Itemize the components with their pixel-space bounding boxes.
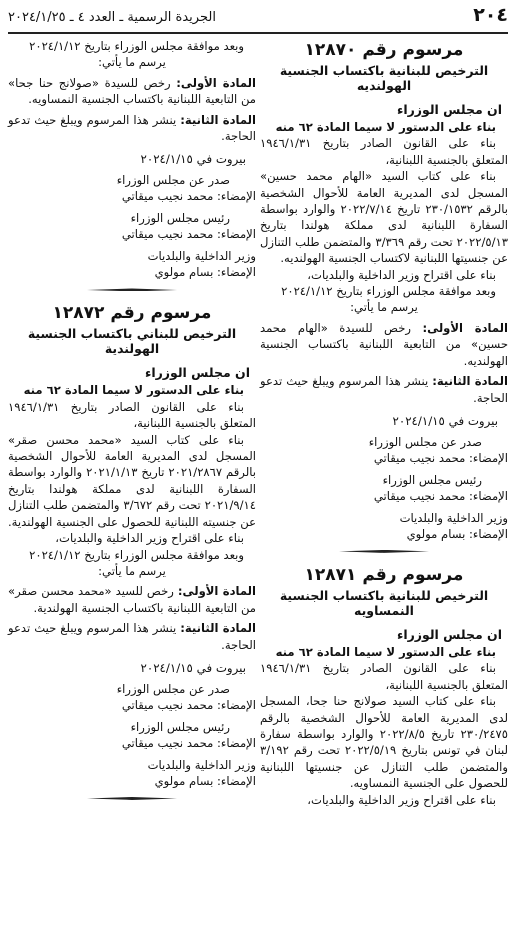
- article-2: [8, 112, 256, 145]
- paragraph: وبعد موافقة مجلس الوزراء بتاريخ ٢٠٢٤/١/١٢: [281, 284, 496, 299]
- decree-number: مرسوم رقم ١٢٨٧٠: [304, 40, 464, 60]
- constitution-basis: بناء على الدستور لا سيما المادة ٦٢ منه: [275, 644, 496, 659]
- article-1: [8, 583, 256, 616]
- signature: الإمضاء: محمد نجيب ميقاتي: [121, 189, 256, 204]
- constitution-basis: بناء على الدستور لا سيما المادة ٦٢ منه: [23, 383, 244, 398]
- article-label: المادة الثانية:: [432, 374, 509, 389]
- page-body: [6, 38, 510, 945]
- date-line: بيروت في ٢٠٢٤/١/١٥: [140, 152, 246, 167]
- article-text: رخص للسيدة «الهام محمد حسين» من التابعية اللبنانية باكتساب الجنسية الهولنديه.: [260, 320, 508, 368]
- minister-title: وزير الداخلية والبلديات: [147, 249, 256, 264]
- article-text: رخص للسيدة «صولانج حنا جحا» من التابعية اللبنانية باكتساب الجنسية النمساويه.: [8, 75, 256, 107]
- decree-subject: الترخيص للبنانية باكتساب الجنسية النمساويه: [279, 587, 489, 618]
- article-text: رخص للسيد «محمد محسن صقر» من التابعية اللبنانية باكتساب الجنسية الهولندية.: [8, 584, 256, 615]
- issued-by: صدر عن مجلس الوزراء: [116, 681, 230, 696]
- decree-subject: الترخيص للبناني باكتساب الجنسية الهولندية: [27, 326, 237, 357]
- decree-number: مرسوم رقم ١٢٨٧١: [304, 564, 464, 585]
- signature: الإمضاء: بسام مولوي: [406, 526, 508, 541]
- signature: الإمضاء: محمد نجيب ميقاتي: [373, 488, 508, 503]
- article-1: [8, 75, 256, 108]
- decree-12872: [8, 303, 256, 802]
- right-column: [260, 38, 508, 812]
- pm-title: رئيس مجلس الوزراء: [130, 719, 230, 734]
- paragraph: وبعد موافقة مجلس الوزراء بتاريخ ٢٠٢٤/١/١٢: [29, 39, 244, 53]
- decree-12871: [260, 565, 508, 808]
- article-text: ينشر هذا المرسوم ويبلغ حيث تدعو الحاجة.: [260, 374, 508, 405]
- signature: الإمضاء: محمد نجيب ميقاتي: [121, 735, 256, 750]
- signature: الإمضاء: بسام مولوي: [154, 265, 256, 280]
- signature: الإمضاء: محمد نجيب ميقاتي: [121, 697, 256, 712]
- paragraph: بناء على كتاب السيد «الهام محمد حسين» المسجل لدى المديرية العامة للأحوال الشخصية بالرقم ٢٣٠/١٥٣٢ تاريخ ٢٠٢٢/٧/١٤ والوارد بواسطة السفارة اللبنانية لدى مملكة هولندا بتاريخ ٢٠٢٢/٥/١٣ تحت رقم ٣/٣٦٩ والمتضمن طلب التنازل عن جنسيتها اللبنانية لاكتساب الجنسية الهولنديه.: [260, 169, 508, 266]
- article-text: ينشر هذا المرسوم ويبلغ حيث تدعو الحاجة.: [8, 112, 256, 144]
- authority: ان مجلس الوزراء: [396, 102, 502, 117]
- section-divider: [87, 286, 177, 293]
- decree-12870: [260, 40, 508, 555]
- article-label: المادة الأولى:: [177, 584, 256, 599]
- date-line: بيروت في ٢٠٢٤/١/١٥: [140, 660, 246, 675]
- date-line: بيروت في ٢٠٢٤/١/١٥: [392, 413, 498, 428]
- signature: الإمضاء: بسام مولوي: [154, 773, 256, 788]
- signature: الإمضاء: محمد نجيب ميقاتي: [121, 227, 256, 242]
- pm-title: رئيس مجلس الوزراء: [382, 472, 482, 487]
- page-header: [8, 6, 508, 34]
- article-1: [260, 320, 508, 369]
- decrees-line: يرسم ما يأتي:: [98, 55, 166, 70]
- decree-12871-continued: [8, 38, 256, 293]
- issued-by: صدر عن مجلس الوزراء: [368, 434, 482, 449]
- paragraph: بناء على القانون الصادر بتاريخ ١٩٤٦/١/٣١ المتعلق بالجنسية اللبنانية،: [8, 399, 256, 431]
- minister-title: وزير الداخلية والبلديات: [147, 757, 256, 772]
- paragraph: بناء على اقتراح وزير الداخلية والبلديات،: [307, 267, 496, 282]
- issued-by: صدر عن مجلس الوزراء: [116, 173, 230, 188]
- page-number: ٢٠٤: [473, 4, 508, 26]
- paragraph: بناء على القانون الصادر بتاريخ ١٩٤٦/١/٣١ المتعلق بالجنسية اللبنانية،: [260, 661, 508, 692]
- decrees-line: يرسم ما يأتي:: [350, 300, 418, 315]
- decree-subject: الترخيص للبنانية باكتساب الجنسية الهولنديه: [279, 63, 489, 93]
- section-divider: [339, 548, 429, 555]
- article-text: ينشر هذا المرسوم ويبلغ حيث تدعو الحاجة.: [8, 621, 256, 652]
- paragraph: بناء على كتاب السيد صولانج حنا جحا، المسجل لدى المديرية العامة للأحوال الشخصية بالرقم ٢٣٠/٢٤٧٥ تاريخ ٢٠٢٢/٨/٥ والوارد بواسطة سفارة لبنان في تونس بتاريخ ٢٠٢٢/٥/١٩ تحت رقم ٣/١٩٢ والمتضمن طلب التنازل عن جنسيتها اللبنانية للحصول على الجنسية النمساويه.: [260, 694, 508, 791]
- running-title: الجريدة الرسمية ـ العدد ٤ ـ ٢٠٢٤/١/٢٥: [8, 10, 216, 25]
- authority: ان مجلس الوزراء: [396, 626, 502, 642]
- paragraph: بناء على كتاب السيد «محمد محسن صقر» المسجل لدى المديرية العامة للأحوال الشخصية بالرقم ٢٠٢١/٢٨٦٧ تاريخ ٢٠٢١/١/١٣ والوارد بواسطة السفارة اللبنانية لدى مملكة هولندا بتاريخ ٢٠٢١/٩/١٤ تحت رقم ٣/٦٧٢ والمتضمن طلب التنازل عن جنسيته اللبنانية للحصول على الجنسية الهولندية.: [7, 432, 256, 529]
- article-label: المادة الثانية:: [180, 621, 257, 636]
- article-label: المادة الثانية:: [180, 112, 257, 127]
- paragraph: بناء على القانون الصادر بتاريخ ١٩٤٦/١/٣١ المتعلق بالجنسية اللبنانية،: [260, 136, 508, 167]
- paragraph: وبعد موافقة مجلس الوزراء بتاريخ ٢٠٢٤/١/١٢: [29, 547, 244, 562]
- article-2: [260, 373, 508, 406]
- constitution-basis: بناء على الدستور لا سيما المادة ٦٢ منه: [275, 120, 496, 134]
- authority: ان مجلس الوزراء: [144, 365, 250, 381]
- pm-title: رئيس مجلس الوزراء: [130, 211, 230, 226]
- signature: الإمضاء: محمد نجيب ميقاتي: [373, 450, 508, 465]
- paragraph: بناء على اقتراح وزير الداخلية والبلديات،: [55, 531, 244, 546]
- article-label: المادة الأولى:: [422, 320, 509, 335]
- section-divider: [87, 795, 177, 802]
- left-column: [8, 38, 256, 812]
- decree-number: مرسوم رقم ١٢٨٧٢: [52, 303, 212, 324]
- article-2: [8, 620, 256, 653]
- minister-title: وزير الداخلية والبلديات: [399, 510, 508, 525]
- article-label: المادة الأولى:: [176, 75, 256, 90]
- decrees-line: يرسم ما يأتي:: [98, 563, 166, 578]
- paragraph: بناء على اقتراح وزير الداخلية والبلديات،: [307, 792, 496, 807]
